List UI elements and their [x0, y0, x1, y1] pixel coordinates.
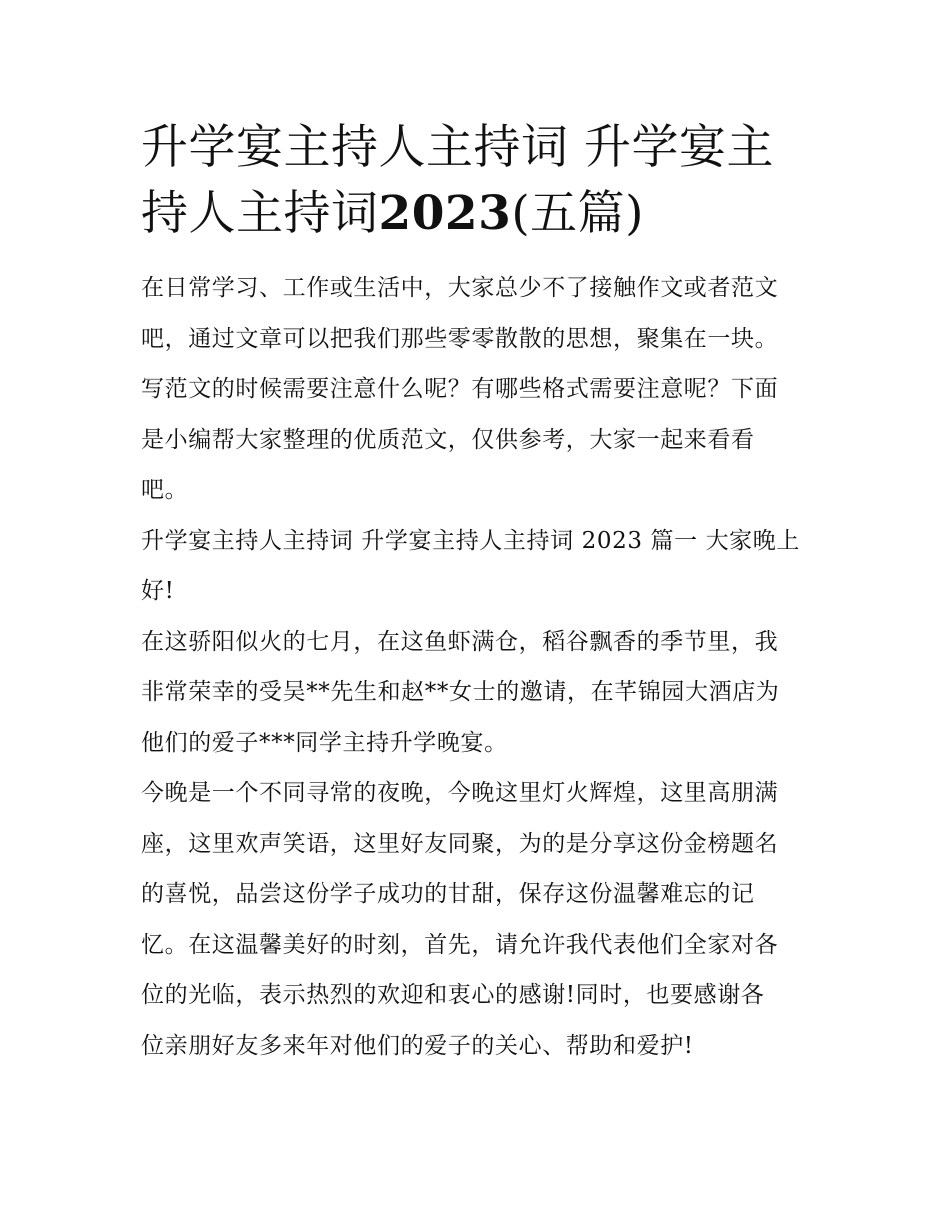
document-body: [141, 263, 813, 1071]
title-suffix: (五篇): [511, 186, 644, 241]
body-paragraph: 在这骄阳似火的七月，在这鱼虾满仓，稻谷飘香的季节里，我 非常荣幸的受吴**先生和赵**女士的邀请，在芊锦园大酒店为 他们的爱子***同学主持升学晚宴。: [141, 628, 780, 756]
section-heading-paragraph: 升学宴主持人主持词 升学宴主持人主持词 2023 篇一 大家晚上 好!: [141, 527, 800, 604]
title-line-2-text: 持人主持词: [141, 186, 379, 241]
title-line-1: 升学宴主持人主持词 升学宴主: [141, 120, 774, 175]
intro-paragraph: 在日常学习、工作或生活中，大家总少不了接触作文或者范文 吧，通过文章可以把我们那些零零散散的思想，聚集在一块。 写范文的时候需要注意什么呢？有哪些格式需要注意呢？下面 是小编帮大家整理的优质范文，仅供参考，大家一起来看看 吧。: [141, 275, 779, 503]
body-paragraph: 今晚是一个不同寻常的夜晚，今晚这里灯火辉煌，这里高朋满 座，这里欢声笑语，这里好友同聚，为的是分享这份金榜题名 的喜悦，品尝这份学子成功的甘甜，保存这份温馨难忘的记 忆。在这温馨美好的时刻，首先，请允许我代表他们全家对各 位的光临，表示热烈的欢迎和衷心的感谢!同时，也要感谢各 位亲朋好友多来年对他们的爱子的关心、帮助和爱护!: [141, 780, 779, 1059]
document-page: [141, 115, 813, 1071]
title-year: 2023: [378, 186, 512, 241]
document-title: [141, 115, 813, 247]
